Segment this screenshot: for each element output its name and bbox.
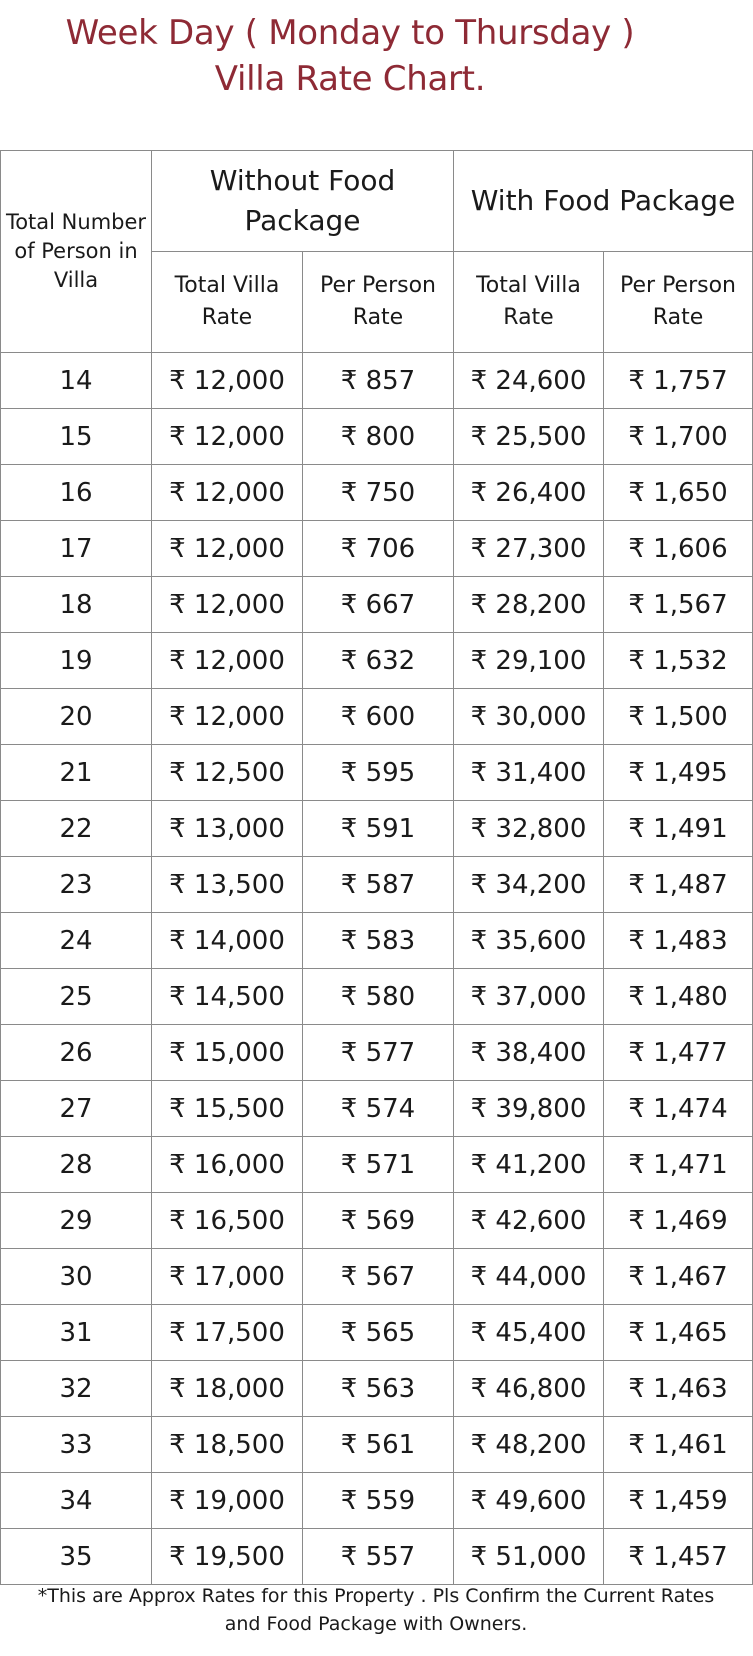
persons-cell: 20 [1, 689, 152, 745]
without-food-total-cell: ₹ 17,000 [152, 1249, 303, 1305]
with-food-per-person-cell: ₹ 1,487 [604, 857, 753, 913]
without-food-per-person-cell: ₹ 580 [303, 969, 454, 1025]
with-food-total-cell: ₹ 45,400 [454, 1305, 604, 1361]
page-title [0, 10, 700, 102]
without-food-per-person-cell: ₹ 587 [303, 857, 454, 913]
without-food-per-person-cell: ₹ 591 [303, 801, 454, 857]
rate-rows [1, 353, 753, 1585]
with-food-per-person-cell: ₹ 1,480 [604, 969, 753, 1025]
with-food-per-person-cell: ₹ 1,650 [604, 465, 753, 521]
without-food-per-person-cell: ₹ 706 [303, 521, 454, 577]
header-without-food-per-person-rate: Per Person Rate [303, 252, 454, 353]
header-with-food-total-villa-rate: Total Villa Rate [454, 252, 604, 353]
without-food-total-cell: ₹ 15,000 [152, 1025, 303, 1081]
without-food-per-person-cell: ₹ 559 [303, 1473, 454, 1529]
table-row [1, 689, 753, 745]
without-food-total-cell: ₹ 17,500 [152, 1305, 303, 1361]
without-food-per-person-cell: ₹ 600 [303, 689, 454, 745]
with-food-total-cell: ₹ 42,600 [454, 1193, 604, 1249]
persons-cell: 23 [1, 857, 152, 913]
table-row [1, 1473, 753, 1529]
with-food-total-cell: ₹ 46,800 [454, 1361, 604, 1417]
without-food-per-person-cell: ₹ 557 [303, 1529, 454, 1585]
persons-cell: 21 [1, 745, 152, 801]
table-row [1, 1529, 753, 1585]
with-food-per-person-cell: ₹ 1,469 [604, 1193, 753, 1249]
without-food-total-cell: ₹ 12,000 [152, 521, 303, 577]
persons-cell: 27 [1, 1081, 152, 1137]
header-without-food-total-villa-rate: Total Villa Rate [152, 252, 303, 353]
with-food-total-cell: ₹ 44,000 [454, 1249, 604, 1305]
without-food-total-cell: ₹ 12,000 [152, 353, 303, 409]
without-food-total-cell: ₹ 12,000 [152, 409, 303, 465]
with-food-per-person-cell: ₹ 1,532 [604, 633, 753, 689]
with-food-total-cell: ₹ 25,500 [454, 409, 604, 465]
without-food-total-cell: ₹ 14,000 [152, 913, 303, 969]
without-food-total-cell: ₹ 13,000 [152, 801, 303, 857]
table-row [1, 1249, 753, 1305]
table-row [1, 969, 753, 1025]
without-food-total-cell: ₹ 12,000 [152, 577, 303, 633]
persons-cell: 24 [1, 913, 152, 969]
without-food-per-person-cell: ₹ 574 [303, 1081, 454, 1137]
with-food-per-person-cell: ₹ 1,474 [604, 1081, 753, 1137]
with-food-total-cell: ₹ 34,200 [454, 857, 604, 913]
persons-cell: 14 [1, 353, 152, 409]
without-food-per-person-cell: ₹ 800 [303, 409, 454, 465]
table-row [1, 409, 753, 465]
table-row [1, 1305, 753, 1361]
persons-cell: 31 [1, 1305, 152, 1361]
persons-cell: 15 [1, 409, 152, 465]
with-food-total-cell: ₹ 24,600 [454, 353, 604, 409]
table-row [1, 465, 753, 521]
persons-cell: 26 [1, 1025, 152, 1081]
without-food-total-cell: ₹ 18,000 [152, 1361, 303, 1417]
without-food-per-person-cell: ₹ 667 [303, 577, 454, 633]
table-row [1, 1025, 753, 1081]
with-food-total-cell: ₹ 30,000 [454, 689, 604, 745]
without-food-per-person-cell: ₹ 857 [303, 353, 454, 409]
with-food-per-person-cell: ₹ 1,463 [604, 1361, 753, 1417]
with-food-per-person-cell: ₹ 1,606 [604, 521, 753, 577]
persons-cell: 22 [1, 801, 152, 857]
persons-cell: 34 [1, 1473, 152, 1529]
without-food-per-person-cell: ₹ 750 [303, 465, 454, 521]
persons-cell: 32 [1, 1361, 152, 1417]
header-with-food-per-person-rate: Per Person Rate [604, 252, 753, 353]
without-food-per-person-cell: ₹ 577 [303, 1025, 454, 1081]
with-food-total-cell: ₹ 37,000 [454, 969, 604, 1025]
without-food-per-person-cell: ₹ 583 [303, 913, 454, 969]
without-food-total-cell: ₹ 13,500 [152, 857, 303, 913]
persons-cell: 33 [1, 1417, 152, 1473]
with-food-per-person-cell: ₹ 1,461 [604, 1417, 753, 1473]
without-food-per-person-cell: ₹ 632 [303, 633, 454, 689]
without-food-per-person-cell: ₹ 561 [303, 1417, 454, 1473]
with-food-per-person-cell: ₹ 1,495 [604, 745, 753, 801]
with-food-per-person-cell: ₹ 1,700 [604, 409, 753, 465]
persons-cell: 30 [1, 1249, 152, 1305]
with-food-per-person-cell: ₹ 1,459 [604, 1473, 753, 1529]
with-food-total-cell: ₹ 27,300 [454, 521, 604, 577]
with-food-per-person-cell: ₹ 1,500 [604, 689, 753, 745]
table-row [1, 1081, 753, 1137]
without-food-total-cell: ₹ 12,000 [152, 689, 303, 745]
without-food-total-cell: ₹ 19,000 [152, 1473, 303, 1529]
with-food-total-cell: ₹ 29,100 [454, 633, 604, 689]
with-food-total-cell: ₹ 39,800 [454, 1081, 604, 1137]
with-food-per-person-cell: ₹ 1,467 [604, 1249, 753, 1305]
without-food-per-person-cell: ₹ 567 [303, 1249, 454, 1305]
table-row [1, 913, 753, 969]
persons-cell: 28 [1, 1137, 152, 1193]
table-row [1, 521, 753, 577]
without-food-total-cell: ₹ 12,000 [152, 633, 303, 689]
persons-cell: 17 [1, 521, 152, 577]
with-food-per-person-cell: ₹ 1,457 [604, 1529, 753, 1585]
with-food-total-cell: ₹ 32,800 [454, 801, 604, 857]
title-line-2: Villa Rate Chart. [214, 59, 486, 99]
with-food-per-person-cell: ₹ 1,465 [604, 1305, 753, 1361]
with-food-total-cell: ₹ 38,400 [454, 1025, 604, 1081]
with-food-total-cell: ₹ 49,600 [454, 1473, 604, 1529]
persons-cell: 35 [1, 1529, 152, 1585]
without-food-per-person-cell: ₹ 571 [303, 1137, 454, 1193]
table-row [1, 353, 753, 409]
persons-cell: 29 [1, 1193, 152, 1249]
table-row [1, 745, 753, 801]
without-food-total-cell: ₹ 16,000 [152, 1137, 303, 1193]
table-row [1, 857, 753, 913]
with-food-per-person-cell: ₹ 1,491 [604, 801, 753, 857]
table-row [1, 1417, 753, 1473]
header-total-persons: Total Number of Person in Villa [1, 151, 152, 353]
without-food-total-cell: ₹ 19,500 [152, 1529, 303, 1585]
persons-cell: 18 [1, 577, 152, 633]
with-food-total-cell: ₹ 35,600 [454, 913, 604, 969]
table-row [1, 633, 753, 689]
without-food-total-cell: ₹ 12,000 [152, 465, 303, 521]
with-food-total-cell: ₹ 48,200 [454, 1417, 604, 1473]
with-food-total-cell: ₹ 31,400 [454, 745, 604, 801]
table-row [1, 577, 753, 633]
persons-cell: 19 [1, 633, 152, 689]
with-food-total-cell: ₹ 26,400 [454, 465, 604, 521]
with-food-per-person-cell: ₹ 1,567 [604, 577, 753, 633]
with-food-per-person-cell: ₹ 1,483 [604, 913, 753, 969]
without-food-per-person-cell: ₹ 565 [303, 1305, 454, 1361]
without-food-total-cell: ₹ 12,500 [152, 745, 303, 801]
without-food-total-cell: ₹ 15,500 [152, 1081, 303, 1137]
persons-cell: 25 [1, 969, 152, 1025]
table-row [1, 1361, 753, 1417]
without-food-total-cell: ₹ 14,500 [152, 969, 303, 1025]
footnote-line-1: *This are Approx Rates for this Property . Pls Confirm the Current Rates [37, 1585, 715, 1607]
with-food-per-person-cell: ₹ 1,477 [604, 1025, 753, 1081]
persons-cell: 16 [1, 465, 152, 521]
without-food-per-person-cell: ₹ 563 [303, 1361, 454, 1417]
header-with-food-package: With Food Package [454, 151, 753, 252]
without-food-total-cell: ₹ 18,500 [152, 1417, 303, 1473]
without-food-per-person-cell: ₹ 569 [303, 1193, 454, 1249]
with-food-total-cell: ₹ 51,000 [454, 1529, 604, 1585]
footnote-line-2: and Food Package with Owners. [224, 1613, 528, 1635]
title-line-1: Week Day ( Monday to Thursday ) [65, 13, 635, 53]
with-food-per-person-cell: ₹ 1,471 [604, 1137, 753, 1193]
table-row [1, 1193, 753, 1249]
header-without-food-package: Without Food Package [152, 151, 454, 252]
with-food-total-cell: ₹ 41,200 [454, 1137, 604, 1193]
without-food-total-cell: ₹ 16,500 [152, 1193, 303, 1249]
table-row [1, 1137, 753, 1193]
villa-rate-table [0, 150, 753, 1585]
without-food-per-person-cell: ₹ 595 [303, 745, 454, 801]
table-row [1, 801, 753, 857]
footnote [0, 1582, 752, 1638]
with-food-per-person-cell: ₹ 1,757 [604, 353, 753, 409]
with-food-total-cell: ₹ 28,200 [454, 577, 604, 633]
